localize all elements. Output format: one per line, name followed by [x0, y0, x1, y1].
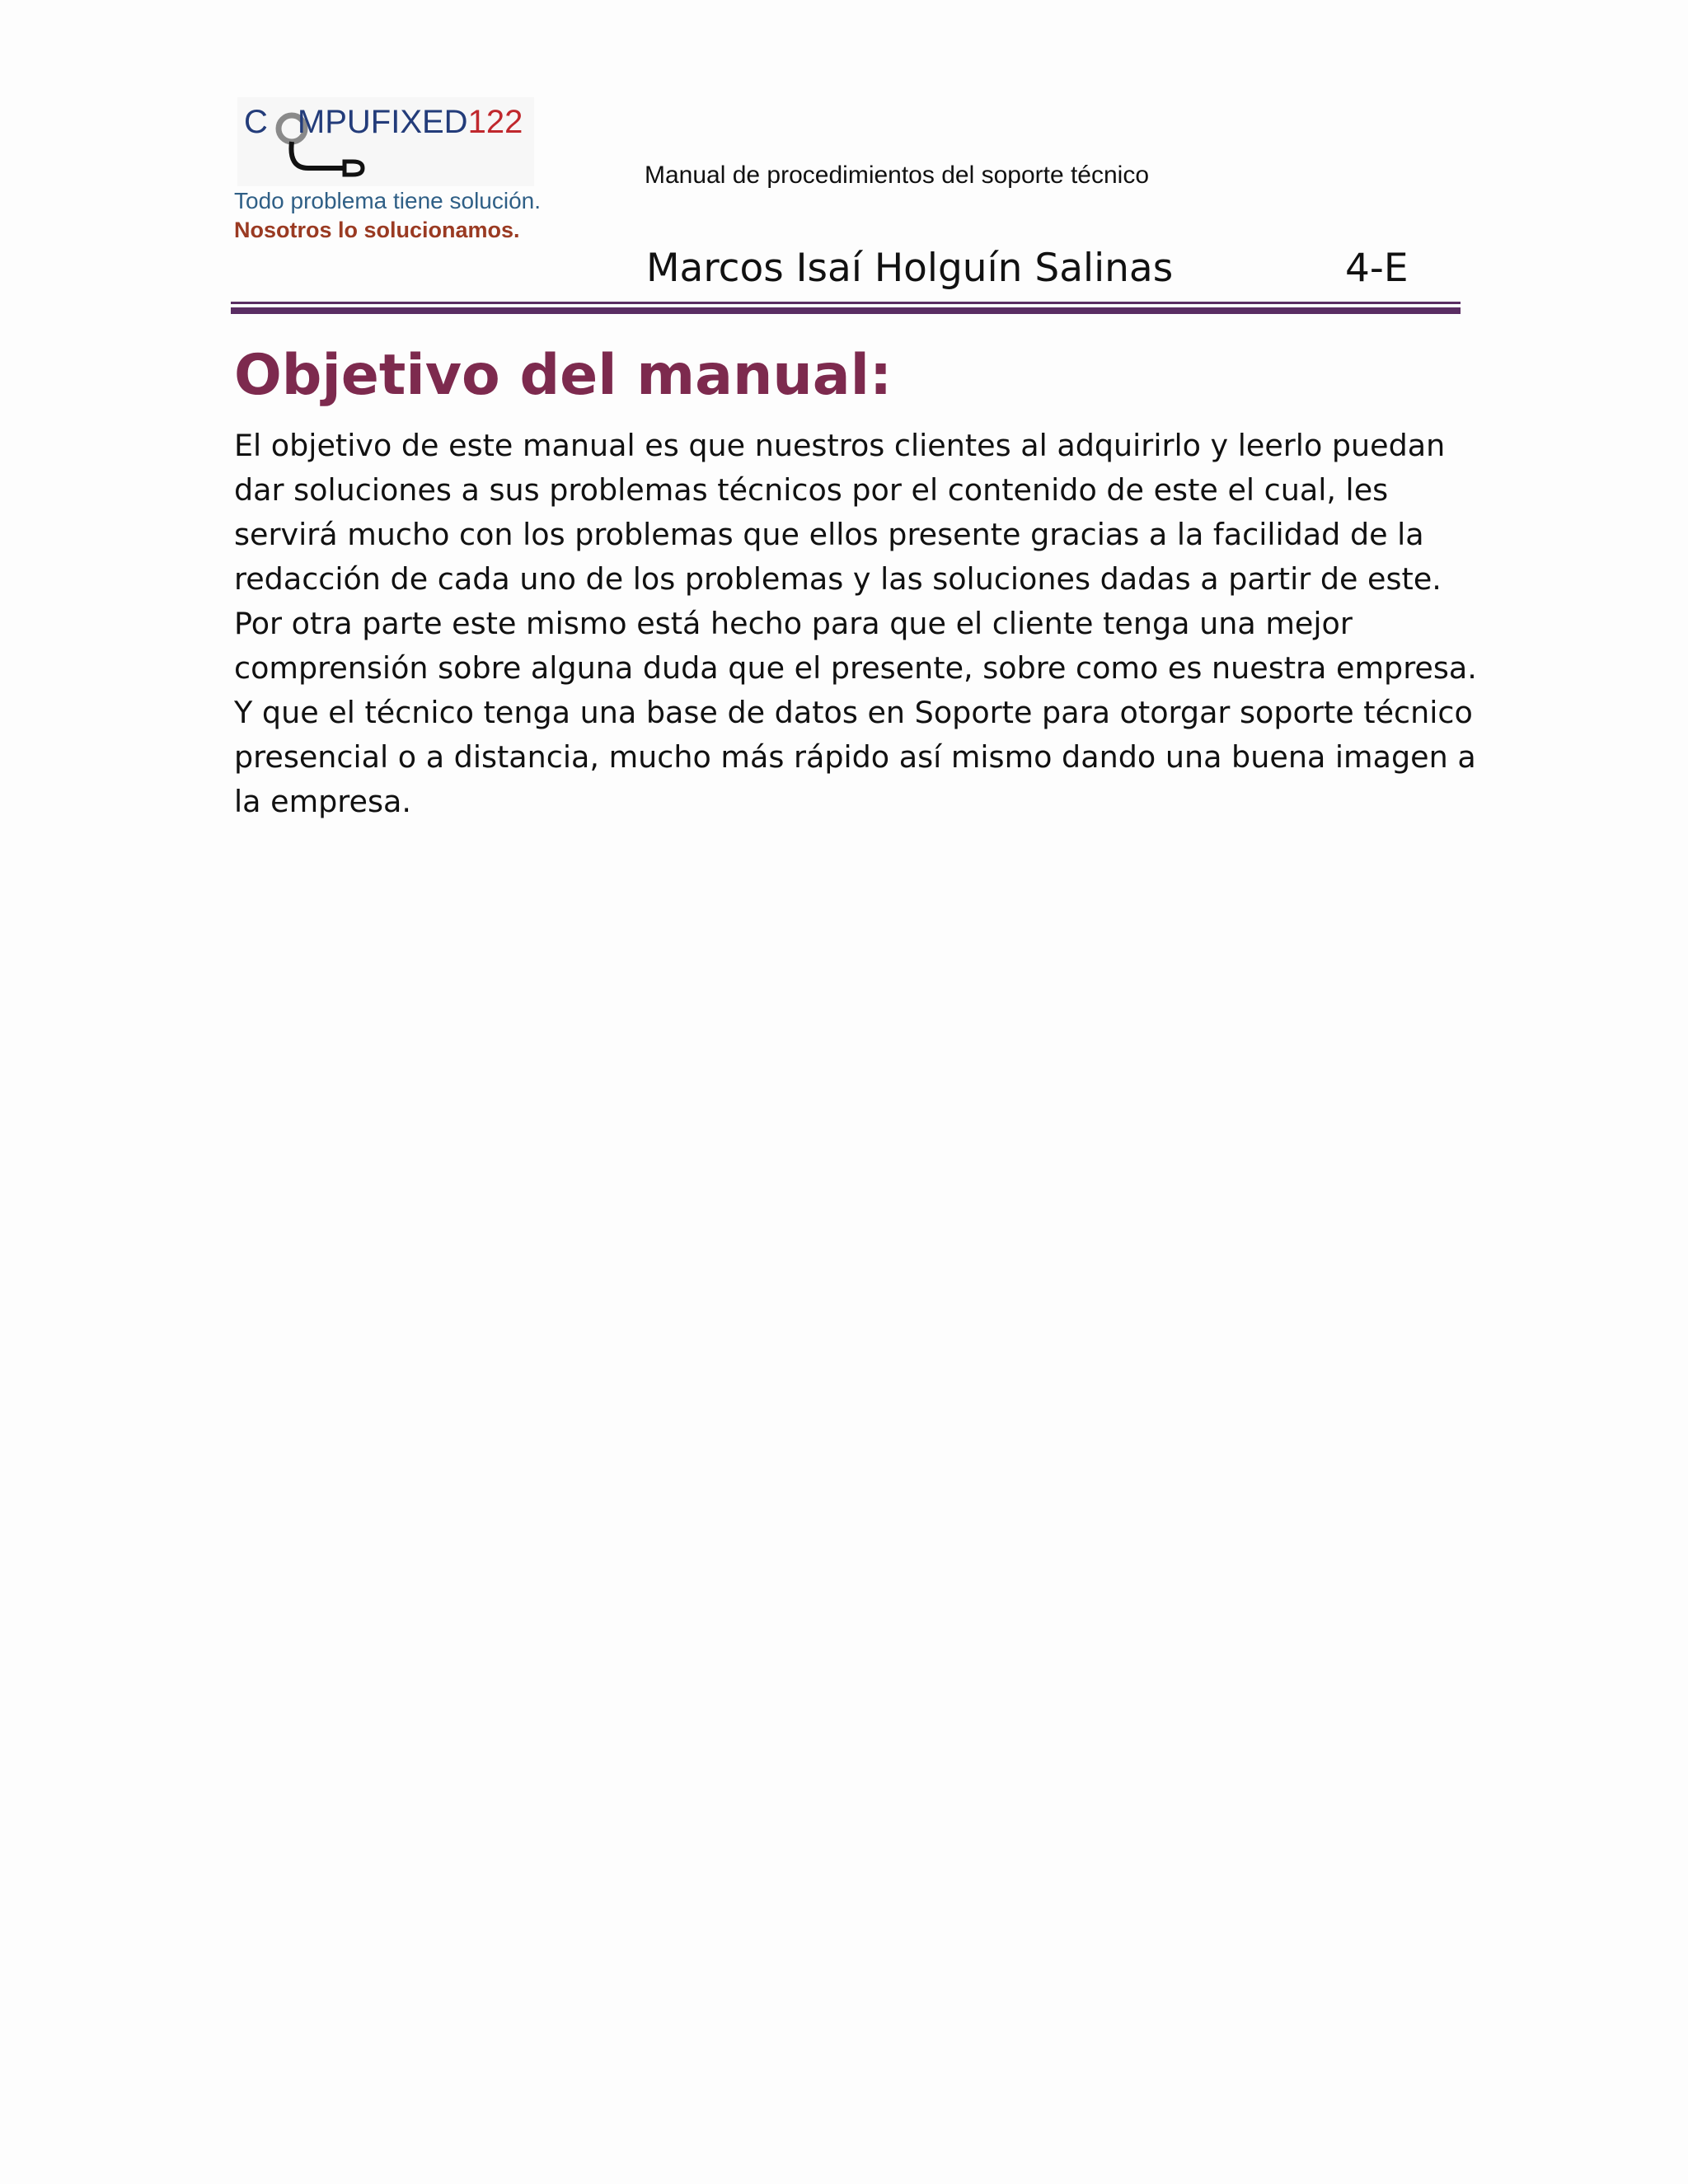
header-divider-thick: [231, 307, 1461, 314]
section-heading: Objetivo del manual:: [234, 343, 893, 408]
group-code: 4-E: [1345, 246, 1409, 291]
header-divider-thin: [231, 302, 1461, 304]
body-line: El objetivo de este manual es que nuestros clientes al adquirirlo y leerlo puedan: [234, 428, 1446, 463]
document-title: Manual de procedimientos del soporte técnico: [645, 162, 1150, 189]
body-line: redacción de cada uno de los problemas y las soluciones dadas a partir de este.: [234, 561, 1442, 597]
tagline-secondary: Nosotros lo solucionamos.: [234, 218, 520, 242]
logo-letter-c: C: [244, 104, 268, 140]
body-line: Y que el técnico tenga una base de datos en Soporte para otorgar soporte técnico: [234, 695, 1473, 730]
logo-wordmark: [244, 105, 523, 138]
company-logo: [237, 97, 534, 186]
body-line: comprensión sobre alguna duda que el presente, sobre como es nuestra empresa.: [234, 650, 1477, 686]
body-line: servirá mucho con los problemas que ellos presente gracias a la facilidad de la: [234, 517, 1424, 552]
author-name: Marcos Isaí Holguín Salinas: [646, 246, 1174, 291]
tagline-primary: Todo problema tiene solución.: [234, 188, 542, 213]
body-line: Por otra parte este mismo está hecho para que el cliente tenga una mejor: [234, 606, 1353, 641]
body-line: la empresa.: [234, 784, 411, 819]
section-body: [234, 424, 1477, 824]
logo-brand-text: MPUFIXED: [297, 104, 468, 140]
body-line: presencial o a distancia, mucho más rápido así mismo dando una buena imagen a: [234, 739, 1476, 775]
body-line: dar soluciones a sus problemas técnicos por el contenido de este el cual, les: [234, 472, 1389, 508]
logo-brand-number: 122: [467, 104, 523, 140]
